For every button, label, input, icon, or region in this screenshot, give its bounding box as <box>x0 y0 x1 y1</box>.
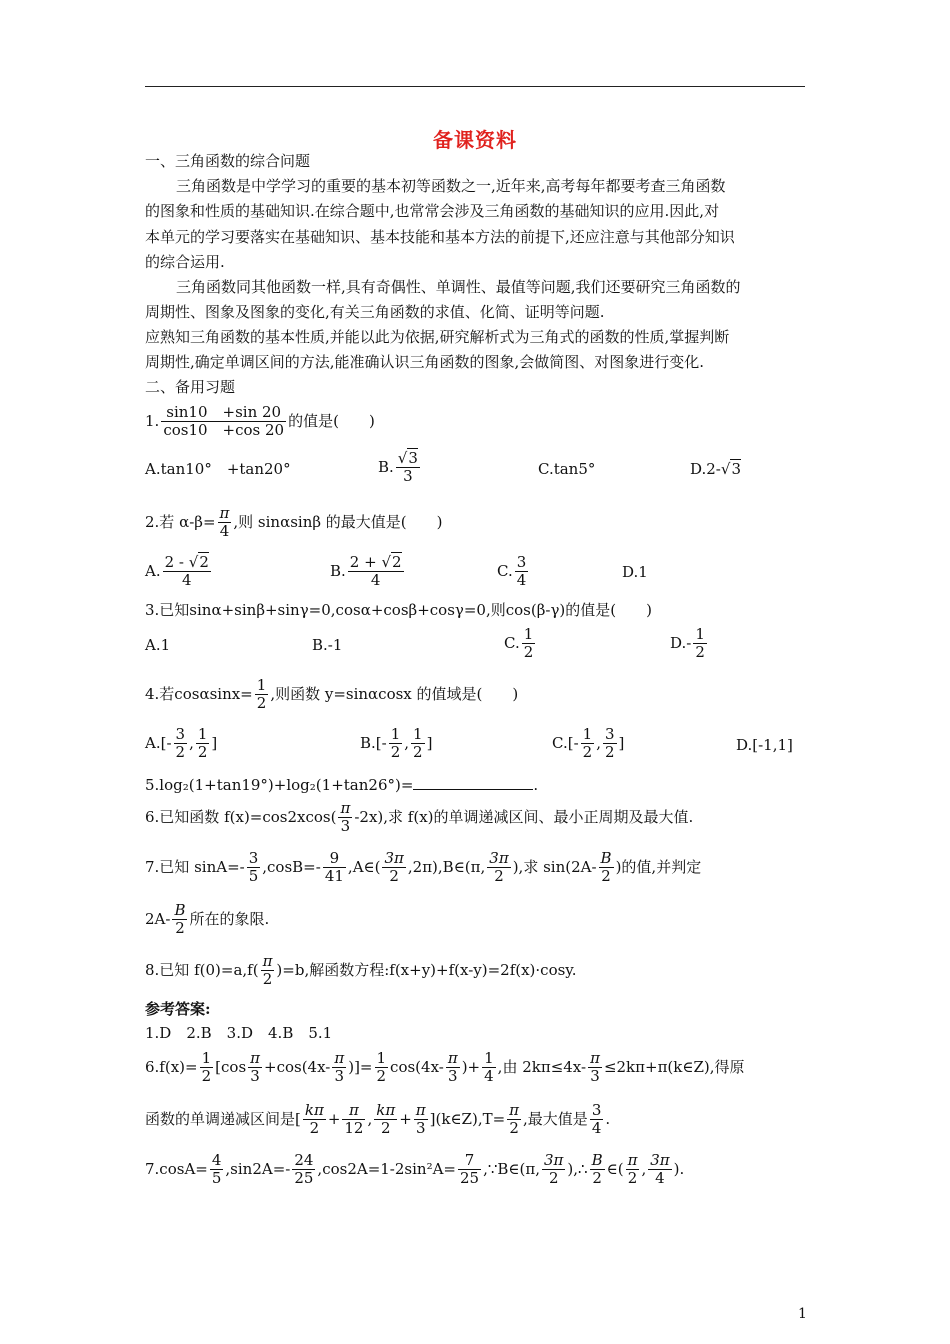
question-2: 2.若 α-β= $\frac{\pi}{4}$ ,则 sinαsinβ 的最大值是( ) <box>145 504 443 541</box>
answers-heading: 参考答案: <box>145 1000 211 1018</box>
page-title: 备课资料 <box>433 128 517 152</box>
q4-option-c: C.[- $\frac{1}{2}$ , $\frac{3}{2}$ ] <box>552 725 625 762</box>
paragraph-line: 本单元的学习要落实在基础知识、基本技能和基本方法的前提下,还应注意与其他部分知识 <box>145 228 735 246</box>
answer-7: 7.cosA= $\frac{4}{5}$ ,sin2A=- $\frac{24}{25}$ ,cos2A=1-2sin²A= $\frac{7}{25}$ ,∵B∈(π, $\frac{3\pi}{2}$ ),∴ $\frac{B}{2}$ ∈( $\frac{\pi}{2}$ , $\frac{3\pi}{4}$ ). <box>145 1151 685 1188</box>
question-7-line2: 2A- $\frac{B}{2}$ 所在的象限. <box>145 901 270 938</box>
q1-option-d: D.2-√3 <box>690 460 741 478</box>
paragraph-line: 的图象和性质的基础知识.在综合题中,也常常会涉及三角函数的基础知识的应用.因此,对 <box>145 202 720 220</box>
q2-option-d: D.1 <box>622 563 648 581</box>
paragraph-line: 的综合运用. <box>145 253 225 271</box>
answer-6-line2: 函数的单调递减区间是[ $\frac{k\pi}{2}$ + $\frac{\pi}{12}$ , $\frac{k\pi}{2}$ + $\frac{\pi}{3}$ ](k∈Z),T= $\frac{\pi}{2}$ ,最大值是 $\frac{3}{4}$ . <box>145 1101 611 1138</box>
question-8: 8.已知 f(0)=a,f( $\frac{\pi}{2}$ )=b,解函数方程:f(x+y)+f(x-y)=2f(x)·cosy. <box>145 952 577 989</box>
question-7: 7.已知 sinA=- $\frac{3}{5}$ ,cosB=- $\frac{9}{41}$ ,A∈( $\frac{3\pi}{2}$ ,2π),B∈(π, $\frac{3\pi}{2}$ ),求 sin(2A- $\frac{B}{2}$ )的值,并判定 <box>145 849 702 886</box>
paragraph-line: 三角函数是中学学习的重要的基本初等函数之一,近年来,高考每年都要考查三角函数 <box>176 177 726 195</box>
answer-blank <box>413 775 533 790</box>
answers-line-1: 1.D 2.B 3.D 4.B 5.1 <box>145 1024 333 1042</box>
section2-heading: 二、备用习题 <box>145 378 236 396</box>
section1-heading: 一、三角函数的综合问题 <box>145 152 311 170</box>
page-number: 1 <box>798 1306 807 1322</box>
q1-option-c: C.tan5° <box>538 460 596 478</box>
question-4: 4.若cosαsinx= $\frac{1}{2}$ ,则函数 y=sinαcosx 的值域是( ) <box>145 676 519 713</box>
q4-option-b: B.[- $\frac{1}{2}$ , $\frac{1}{2}$ ] <box>360 725 433 762</box>
q4-option-d: D.[-1,1] <box>736 736 793 754</box>
paragraph-line: 三角函数同其他函数一样,具有奇偶性、单调性、最值等问题,我们还要研究三角函数的 <box>176 278 741 296</box>
answer-6: 6.f(x)= $\frac{1}{2}$ [cos $\frac{\pi}{3}$ +cos(4x- $\frac{\pi}{3}$ )]= $\frac{1}{2}$ cos(4x- $\frac{\pi}{3}$ )+ $\frac{1}{4}$ ,由 2kπ≤4x- $\frac{\pi}{3}$ ≤2kπ+π(k∈Z),得原 <box>145 1049 745 1086</box>
question-1: 1. $\frac{\sin 10 +\sin 20}{\cos 10 +\cos 20}$ 的值是( ) <box>145 403 375 440</box>
q3-option-a: A.1 <box>145 636 171 654</box>
question-5: 5.log₂(1+tan19°)+log₂(1+tan26°)= . <box>145 776 539 794</box>
paragraph-line: 应熟知三角函数的基本性质,并能以此为依据,研究解析式为三角式的函数的性质,掌握判断 <box>145 328 730 346</box>
q2-option-b: B. $\frac{2 + √2}{4}$ <box>330 553 402 590</box>
header-rule <box>145 86 805 87</box>
q2-option-a: A. $\frac{2 - √2}{4}$ <box>145 553 209 590</box>
q4-option-a: A.[- $\frac{3}{2}$ , $\frac{1}{2}$ ] <box>145 725 218 762</box>
q3-option-b: B.-1 <box>312 636 343 654</box>
question-6: 6.已知函数 f(x)=cos2xcos( $\frac{\pi}{3}$ -2x),求 f(x)的单调递减区间、最小正周期及最大值. <box>145 799 694 836</box>
q1-option-b: B. $\frac{√3}{3}$ <box>378 449 418 486</box>
question-3: 3.已知sinα+sinβ+sinγ=0,cosα+cosβ+cosγ=0,则cos(β-γ)的值是( ) <box>145 601 652 619</box>
paragraph-line: 周期性、图象及图象的变化,有关三角函数的求值、化简、证明等问题. <box>145 303 605 321</box>
q3-option-d: D.- $\frac{1}{2}$ <box>670 625 705 662</box>
q2-option-c: C. $\frac{3}{4}$ <box>497 553 527 590</box>
q1-option-a: A.tan10° +tan20° <box>145 460 291 478</box>
q3-option-c: C. $\frac{1}{2}$ <box>504 625 534 662</box>
paragraph-line: 周期性,确定单调区间的方法,能准确认识三角函数的图象,会做简图、对图象进行变化. <box>145 353 705 371</box>
